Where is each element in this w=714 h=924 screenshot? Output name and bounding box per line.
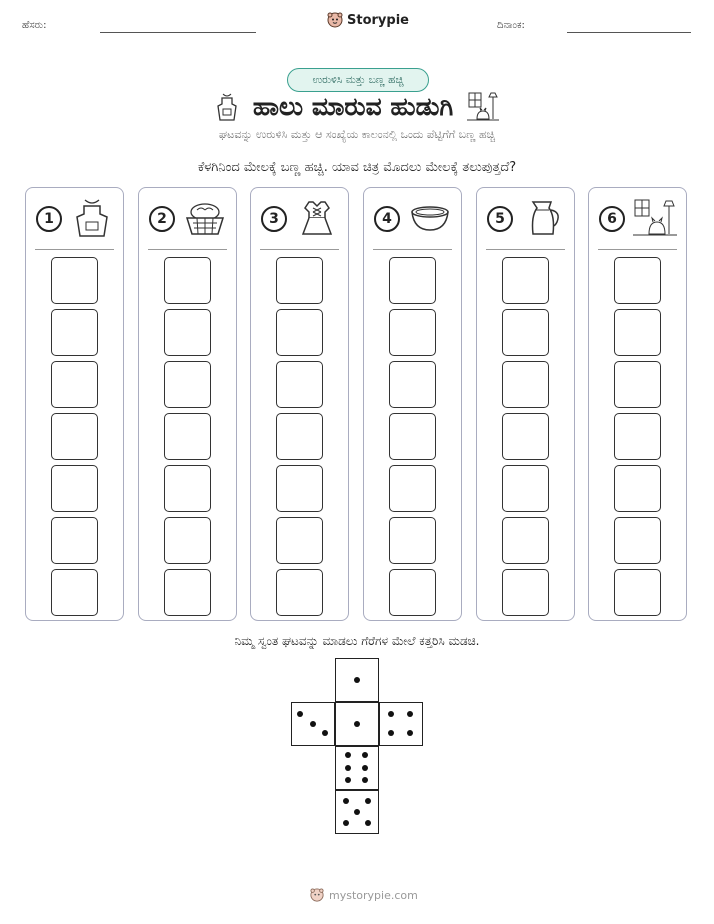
die-instruction: ನಿಮ್ಮ ಸ್ವಂತ ಘಟವನ್ನು ಮಾಡಲು ಗೆರೆಗಳ ಮೇಲೆ ಕತ್ತರಿಸಿ ಮಡಚಿ. xyxy=(234,634,480,648)
column-number: 2 xyxy=(149,206,175,232)
column-divider xyxy=(35,249,114,250)
die-pip xyxy=(388,730,394,736)
bowl-icon xyxy=(408,198,452,238)
color-box[interactable] xyxy=(164,465,211,512)
die-pip xyxy=(354,677,360,683)
die-pip xyxy=(297,711,303,717)
milk-jug-icon xyxy=(521,198,565,238)
color-box[interactable] xyxy=(502,517,549,564)
color-box[interactable] xyxy=(389,361,436,408)
bread-basket-icon xyxy=(183,198,227,238)
color-box[interactable] xyxy=(164,257,211,304)
color-box[interactable] xyxy=(276,569,323,616)
color-box[interactable] xyxy=(614,569,661,616)
name-line xyxy=(100,32,256,33)
column-divider xyxy=(373,249,452,250)
die-pip xyxy=(354,809,360,815)
color-box[interactable] xyxy=(389,257,436,304)
color-box[interactable] xyxy=(276,517,323,564)
column-3 xyxy=(250,187,349,621)
die-face xyxy=(291,702,335,746)
die-pip xyxy=(345,777,351,783)
color-box[interactable] xyxy=(276,257,323,304)
color-box[interactable] xyxy=(389,569,436,616)
color-box[interactable] xyxy=(502,361,549,408)
color-box[interactable] xyxy=(164,309,211,356)
die-pip xyxy=(343,798,349,804)
color-box[interactable] xyxy=(614,413,661,460)
color-box[interactable] xyxy=(614,465,661,512)
room-with-cat-icon xyxy=(633,198,677,238)
die-face xyxy=(335,658,379,702)
color-box[interactable] xyxy=(276,413,323,460)
die-face xyxy=(379,702,423,746)
storypie-mascot-icon xyxy=(327,12,343,28)
activity-badge: ಉರುಳಿಸಿ ಮತ್ತು ಬಣ್ಣ ಹಚ್ಚಿ xyxy=(287,68,429,92)
column-divider xyxy=(598,249,677,250)
die-pip xyxy=(365,798,371,804)
column-divider xyxy=(260,249,339,250)
color-box[interactable] xyxy=(164,517,211,564)
color-box[interactable] xyxy=(51,361,98,408)
color-box[interactable] xyxy=(502,413,549,460)
brand-name: Storypie xyxy=(347,12,409,28)
die-pip xyxy=(362,752,368,758)
color-box[interactable] xyxy=(389,309,436,356)
question: ಕೆಳಗಿನಿಂದ ಮೇಲಕ್ಕೆ ಬಣ್ಣ ಹಚ್ಚಿ. ಯಾವ ಚಿತ್ರ ಮೊದಲು ಮೇಲಕ್ಕೆ ತಲುಪುತ್ತದೆ? xyxy=(197,160,517,175)
die-pip xyxy=(310,721,316,727)
color-box[interactable] xyxy=(502,309,549,356)
color-box[interactable] xyxy=(51,309,98,356)
color-box[interactable] xyxy=(51,413,98,460)
color-box[interactable] xyxy=(164,569,211,616)
color-box[interactable] xyxy=(164,413,211,460)
column-5 xyxy=(476,187,575,621)
column-4 xyxy=(363,187,462,621)
name-label: ಹೆಸರು: xyxy=(22,20,47,31)
color-box[interactable] xyxy=(51,517,98,564)
die-pip xyxy=(407,730,413,736)
footer-url: mystorypie.com xyxy=(329,888,418,902)
column-number: 6 xyxy=(599,206,625,232)
date-line xyxy=(567,32,691,33)
die-pip xyxy=(365,820,371,826)
column-number: 3 xyxy=(261,206,287,232)
apron-icon xyxy=(70,198,114,238)
die-face xyxy=(335,702,379,746)
die-face xyxy=(335,746,379,790)
die-pip xyxy=(362,777,368,783)
column-6 xyxy=(588,187,687,621)
color-box[interactable] xyxy=(51,465,98,512)
column-1 xyxy=(25,187,124,621)
title-row xyxy=(0,90,714,124)
color-box[interactable] xyxy=(164,361,211,408)
die-face xyxy=(335,790,379,834)
date-label: ದಿನಾಂಕ: xyxy=(497,20,525,31)
color-box[interactable] xyxy=(614,517,661,564)
color-box[interactable] xyxy=(389,465,436,512)
dress-icon xyxy=(295,198,339,238)
color-box[interactable] xyxy=(614,361,661,408)
die-pip xyxy=(362,765,368,771)
storypie-mascot-icon xyxy=(310,888,324,902)
page-title: ಹಾಲು ಮಾರುವ ಹುಡುಗಿ xyxy=(252,92,454,121)
color-box[interactable] xyxy=(51,257,98,304)
die-pip xyxy=(354,721,360,727)
color-box[interactable] xyxy=(276,309,323,356)
room-with-cat-icon xyxy=(467,91,499,123)
color-box[interactable] xyxy=(389,517,436,564)
color-box[interactable] xyxy=(502,569,549,616)
column-number: 1 xyxy=(36,206,62,232)
die-pip xyxy=(407,711,413,717)
column-number: 4 xyxy=(374,206,400,232)
apron-icon xyxy=(215,92,239,122)
color-box[interactable] xyxy=(502,465,549,512)
column-divider xyxy=(148,249,227,250)
color-box[interactable] xyxy=(276,361,323,408)
footer xyxy=(310,888,418,902)
color-box[interactable] xyxy=(276,465,323,512)
color-box[interactable] xyxy=(51,569,98,616)
color-box[interactable] xyxy=(614,309,661,356)
column-number: 5 xyxy=(487,206,513,232)
die-pip xyxy=(388,711,394,717)
die-pip xyxy=(345,752,351,758)
color-box[interactable] xyxy=(502,257,549,304)
die-pip xyxy=(345,765,351,771)
storypie-logo xyxy=(327,12,409,28)
column-divider xyxy=(486,249,565,250)
color-box[interactable] xyxy=(389,413,436,460)
subtitle: ಘಟವನ್ನು ಉರುಳಿಸಿ ಮತ್ತು ಆ ಸಂಖ್ಯೆಯ ಕಾಲಂನಲ್ಲಿ ಒಂದು ಪೆಟ್ಟಿಗೆಗೆ ಬಣ್ಣ ಹಚ್ಚಿ xyxy=(218,128,496,141)
die-pip xyxy=(343,820,349,826)
column-2 xyxy=(138,187,237,621)
die-pip xyxy=(322,730,328,736)
color-box[interactable] xyxy=(614,257,661,304)
